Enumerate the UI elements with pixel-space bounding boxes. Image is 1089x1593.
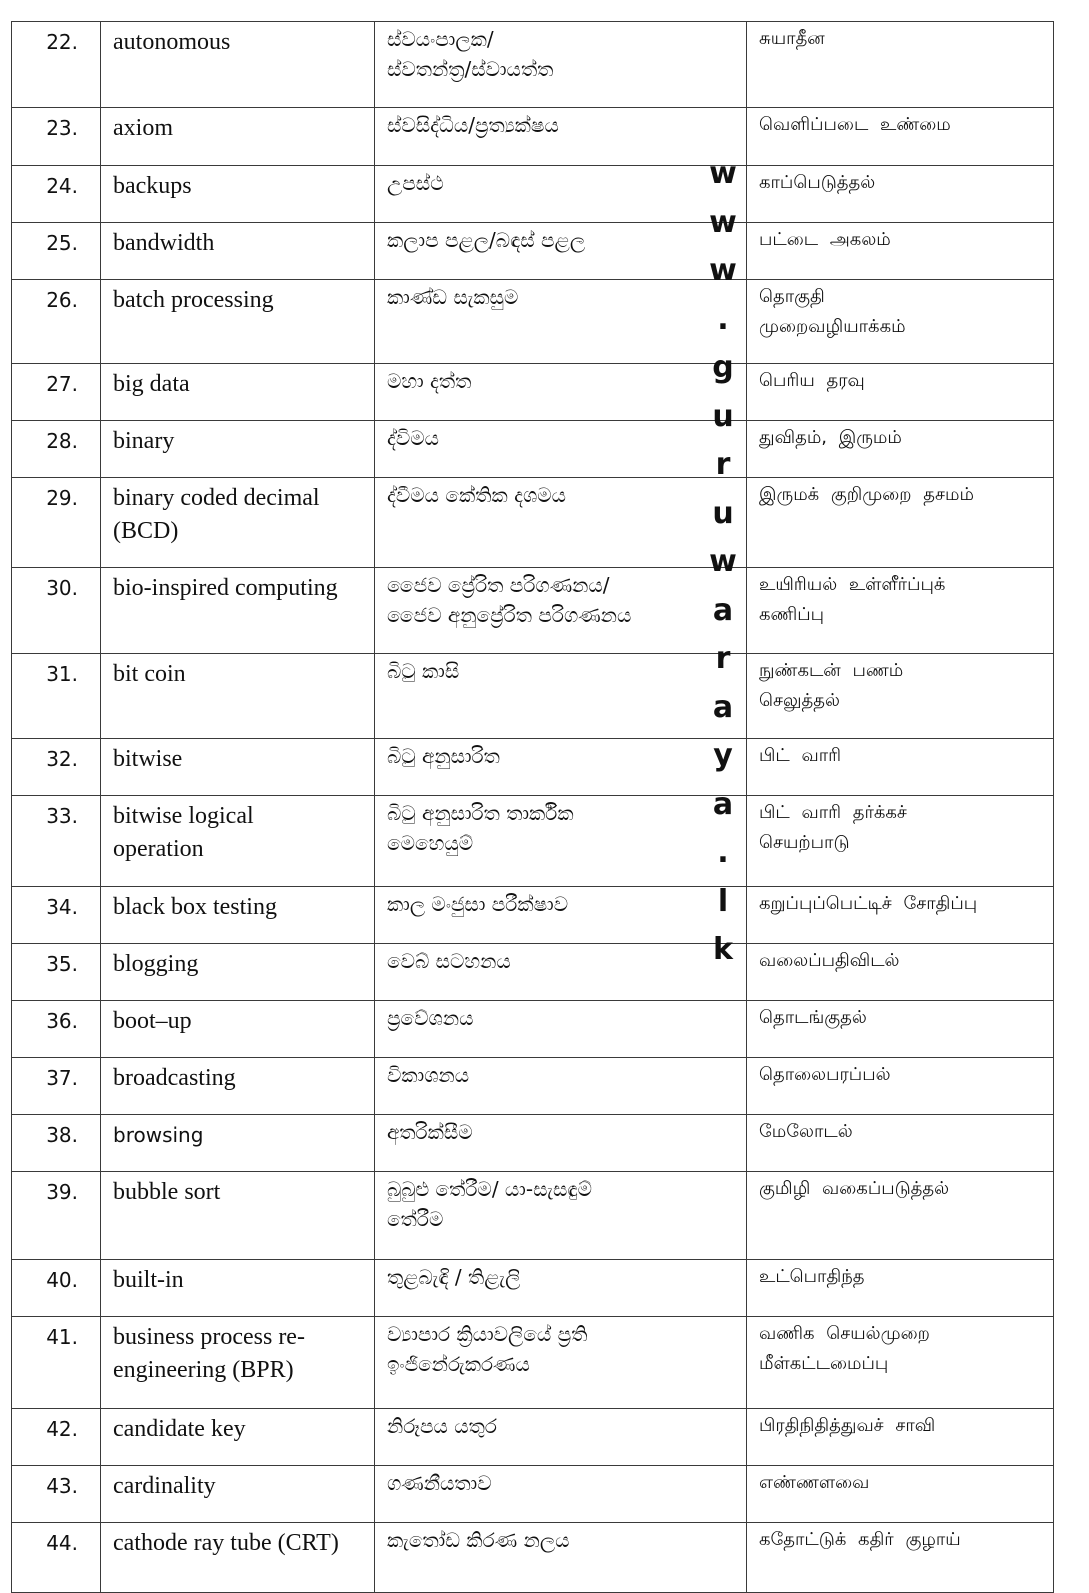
watermark-char: g bbox=[712, 350, 734, 385]
term-number: 33. bbox=[12, 796, 101, 887]
table-row bbox=[12, 739, 1054, 796]
term-sinhala: ව්‍යාපාර ක්‍රියාවලියේ ප්‍රති ඉංජිනේරුකරණය bbox=[375, 1317, 747, 1409]
term-number: 24. bbox=[12, 166, 101, 223]
table-row bbox=[12, 421, 1054, 478]
term-sinhala: විකාශනය bbox=[375, 1058, 747, 1115]
term-english: bit coin bbox=[101, 654, 375, 739]
term-english: browsing bbox=[101, 1115, 375, 1172]
term-tamil: தொலைபரப்பல் bbox=[747, 1058, 1054, 1115]
term-tamil: பெரிய தரவு bbox=[747, 364, 1054, 421]
table-row bbox=[12, 1523, 1054, 1593]
term-english: batch processing bbox=[101, 280, 375, 364]
term-sinhala: තුළබැඳි / තිළැලි bbox=[375, 1260, 747, 1317]
term-english: black box testing bbox=[101, 887, 375, 944]
term-tamil: உட்பொதிந்த bbox=[747, 1260, 1054, 1317]
watermark-char: a bbox=[712, 592, 734, 628]
term-number: 23. bbox=[12, 108, 101, 166]
term-english: broadcasting bbox=[101, 1058, 375, 1115]
term-sinhala: බුබුළු තේරීම/ යා-සැසඳුම් තේරීම bbox=[375, 1172, 747, 1260]
term-sinhala: උපස්ථ bbox=[375, 166, 747, 223]
term-tamil: தொகுதி முறைவழியாக்கம் bbox=[747, 280, 1054, 364]
term-english: binary coded decimal (BCD) bbox=[101, 478, 375, 568]
term-number: 44. bbox=[12, 1523, 101, 1593]
term-tamil: பிட் வாரி தர்க்கச் செயற்பாடு bbox=[747, 796, 1054, 887]
term-tamil: கறுப்புப்பெட்டிச் சோதிப்பு bbox=[747, 887, 1054, 944]
table-row bbox=[12, 1115, 1054, 1172]
term-tamil: காப்பெடுத்தல் bbox=[747, 166, 1054, 223]
term-english: bio-inspired computing bbox=[101, 568, 375, 654]
term-tamil: வெளிப்படை உண்மை bbox=[747, 108, 1054, 166]
term-english: autonomous bbox=[101, 22, 375, 108]
term-tamil: வணிக செயல்முறை மீள்கட்டமைப்பு bbox=[747, 1317, 1054, 1409]
term-english: backups bbox=[101, 166, 375, 223]
term-number: 41. bbox=[12, 1317, 101, 1409]
table-row bbox=[12, 108, 1054, 166]
term-tamil: உயிரியல் உள்ளீர்ப்புக் கணிப்பு bbox=[747, 568, 1054, 654]
term-number: 43. bbox=[12, 1466, 101, 1523]
term-english: binary bbox=[101, 421, 375, 478]
term-tamil: துவிதம், இருமம் bbox=[747, 421, 1054, 478]
term-tamil: பிரதிநிதித்துவச் சாவி bbox=[747, 1409, 1054, 1466]
table-row bbox=[12, 654, 1054, 739]
term-number: 25. bbox=[12, 223, 101, 280]
term-sinhala: ගණනීයතාව bbox=[375, 1466, 747, 1523]
term-number: 30. bbox=[12, 568, 101, 654]
table-row bbox=[12, 1466, 1054, 1523]
table-row bbox=[12, 223, 1054, 280]
term-tamil: கதோட்டுக் கதிர் குழாய் bbox=[747, 1523, 1054, 1593]
term-sinhala: අතරික්සීම bbox=[375, 1115, 747, 1172]
term-number: 26. bbox=[12, 280, 101, 364]
watermark-char: . bbox=[717, 835, 729, 870]
term-tamil: பட்டை அகலம் bbox=[747, 223, 1054, 280]
table-row bbox=[12, 364, 1054, 421]
term-english: built-in bbox=[101, 1260, 375, 1317]
table-row bbox=[12, 280, 1054, 364]
watermark-char: . bbox=[717, 301, 729, 337]
term-sinhala: බිටු කාසි bbox=[375, 654, 747, 739]
term-english: bubble sort bbox=[101, 1172, 375, 1260]
term-number: 31. bbox=[12, 654, 101, 739]
term-english: bitwise bbox=[101, 739, 375, 796]
term-number: 36. bbox=[12, 1001, 101, 1058]
term-english: cardinality bbox=[101, 1466, 375, 1523]
watermark-char: u bbox=[712, 398, 734, 434]
term-sinhala: ජෛව ප්‍රේරිත පරිගණනය/ ජෛව අනුප්‍රේරිත පරිගණනය bbox=[375, 568, 747, 654]
table-row bbox=[12, 1172, 1054, 1260]
watermark-char: y bbox=[713, 738, 733, 773]
term-number: 39. bbox=[12, 1172, 101, 1260]
term-number: 37. bbox=[12, 1058, 101, 1115]
watermark-char: w bbox=[709, 204, 737, 240]
table-row bbox=[12, 478, 1054, 568]
watermark-char: u bbox=[712, 495, 734, 531]
table-row bbox=[12, 166, 1054, 223]
watermark-char: w bbox=[709, 544, 737, 579]
term-number: 32. bbox=[12, 739, 101, 796]
table-row bbox=[12, 1058, 1054, 1115]
term-sinhala: නිරූපය යතුර bbox=[375, 1409, 747, 1466]
glossary-table bbox=[11, 21, 1054, 1593]
term-sinhala: ද්විමය bbox=[375, 421, 747, 478]
term-sinhala: ස්වසිද්ධිය/ප්‍රත්‍යක්ෂය bbox=[375, 108, 747, 166]
glossary-table-body bbox=[12, 22, 1054, 1593]
term-tamil: வலைப்பதிவிடல் bbox=[747, 944, 1054, 1001]
term-english: cathode ray tube (CRT) bbox=[101, 1523, 375, 1593]
term-sinhala: කලාප පළල/බඳස් පළල bbox=[375, 223, 747, 280]
term-tamil: எண்ணளவை bbox=[747, 1466, 1054, 1523]
term-number: 29. bbox=[12, 478, 101, 568]
table-row bbox=[12, 1317, 1054, 1409]
watermark-char: k bbox=[713, 932, 733, 967]
watermark-char: r bbox=[715, 641, 731, 676]
watermark-char: l bbox=[717, 883, 729, 919]
term-english: axiom bbox=[101, 108, 375, 166]
term-english: boot–up bbox=[101, 1001, 375, 1058]
term-tamil: நுண்கடன் பணம் செலுத்தல் bbox=[747, 654, 1054, 739]
term-tamil: தொடங்குதல் bbox=[747, 1001, 1054, 1058]
term-sinhala: බිටු අනුසාරිත තාර්කික මෙහෙයුම් bbox=[375, 796, 747, 887]
term-number: 34. bbox=[12, 887, 101, 944]
table-row bbox=[12, 1409, 1054, 1466]
watermark-char: w bbox=[709, 253, 737, 288]
term-tamil: பிட் வாரி bbox=[747, 739, 1054, 796]
term-english: candidate key bbox=[101, 1409, 375, 1466]
table-row bbox=[12, 1001, 1054, 1058]
watermark-char: w bbox=[709, 156, 737, 191]
term-english: bandwidth bbox=[101, 223, 375, 280]
term-sinhala: බිටු අනුසාරිත bbox=[375, 739, 747, 796]
term-sinhala: කාල මංජුසා පරීක්ෂාව bbox=[375, 887, 747, 944]
term-sinhala: කැතෝඩ කිරණ නලය bbox=[375, 1523, 747, 1593]
term-sinhala: ද්වීමය කේතික දශමය bbox=[375, 478, 747, 568]
table-row bbox=[12, 887, 1054, 944]
table-row bbox=[12, 796, 1054, 887]
term-sinhala: ස්වයංපාලක/ ස්වතන්ත්‍ර/ස්වායත්ත bbox=[375, 22, 747, 108]
term-tamil: இருமக் குறிமுறை தசமம் bbox=[747, 478, 1054, 568]
term-sinhala: මහා දත්ත bbox=[375, 364, 747, 421]
term-english: big data bbox=[101, 364, 375, 421]
term-number: 27. bbox=[12, 364, 101, 421]
table-row bbox=[12, 568, 1054, 654]
term-number: 22. bbox=[12, 22, 101, 108]
term-number: 28. bbox=[12, 421, 101, 478]
table-row bbox=[12, 22, 1054, 108]
term-number: 35. bbox=[12, 944, 101, 1001]
term-sinhala: කාණ්ඩ සැකසුම bbox=[375, 280, 747, 364]
term-sinhala: වෙබ් සටහනය bbox=[375, 944, 747, 1001]
term-tamil: குமிழி வகைப்படுத்தல் bbox=[747, 1172, 1054, 1260]
term-english: bitwise logical operation bbox=[101, 796, 375, 887]
watermark-char: a bbox=[712, 786, 734, 822]
term-number: 40. bbox=[12, 1260, 101, 1317]
watermark-char: a bbox=[712, 689, 734, 725]
table-row bbox=[12, 1260, 1054, 1317]
term-english: business process re- engineering (BPR) bbox=[101, 1317, 375, 1409]
term-number: 42. bbox=[12, 1409, 101, 1466]
term-english: blogging bbox=[101, 944, 375, 1001]
term-sinhala: ප්‍රවේශනය bbox=[375, 1001, 747, 1058]
table-row bbox=[12, 944, 1054, 1001]
term-number: 38. bbox=[12, 1115, 101, 1172]
term-tamil: சுயாதீன bbox=[747, 22, 1054, 108]
term-tamil: மேலோடல் bbox=[747, 1115, 1054, 1172]
watermark-char: r bbox=[715, 447, 731, 482]
